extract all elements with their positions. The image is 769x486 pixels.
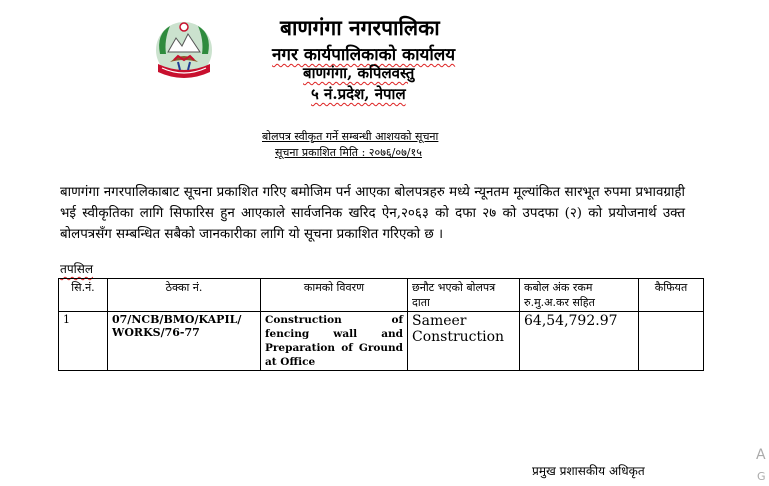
col-header-bidder: छनौट भएको बोलपत्र दाता: [408, 279, 520, 312]
cell-work-description: Construction of fencing wall and Preparation of Ground at Office: [261, 312, 408, 371]
table-header-row: [59, 279, 704, 312]
edge-text-line2: G: [757, 470, 766, 483]
cell-remarks: [639, 312, 704, 371]
col-header-remarks: कैफियत: [639, 279, 704, 312]
province-line: ५ नं.प्रदेश, नेपाल: [311, 85, 406, 103]
notice-title: बोलपत्र स्वीकृत गर्ने सम्बन्धी आशयको सूचना: [262, 130, 439, 143]
award-table: [58, 278, 704, 371]
table-caption: तपसिल: [60, 262, 94, 276]
signature-title: प्रमुख प्रशासकीय अधिकृत: [532, 464, 645, 478]
col-header-work: कामको विवरण: [261, 279, 408, 312]
edge-text-line1: A: [756, 447, 766, 463]
office-location: बाणगंगा, कपिलवस्तु: [303, 64, 415, 82]
cell-contract-no: 07/NCB/BMO/KAPIL/ WORKS/76-77: [108, 312, 261, 371]
office-title: नगर कार्यपालिकाको कार्यालय: [272, 45, 456, 65]
municipality-title: बाणगंगा नगरपालिका: [280, 15, 440, 40]
table-row: [59, 312, 704, 371]
col-header-amount: कबोल अंक रकम रु.मु.अ.कर सहित: [520, 279, 639, 312]
cell-sn: 1: [59, 312, 108, 371]
notice-body-text: बाणगंगा नगरपालिकाबाट सूचना प्रकाशित गरिए बमोजिम पर्न आएका बोलपत्रहरु मध्ये न्यूनतम मूल्यांकित सारभूत रुपमा प्रभावग्राही भई स्वीकृतिका लागि सिफारिस हुन आएकाले सार्वजनिक खरिद ऐन,२०६३ को दफा २७ को उपदफा (२) को प्रयोजनार्थ उक्त बोलपत्रसँग सम्बन्धित सबैको जानकारीका लागि यो सूचना प्रकाशित गरिएको छ ।: [60, 185, 685, 242]
cell-amount: 64,54,792.97: [520, 312, 639, 371]
cell-bidder: Sameer Construction: [408, 312, 520, 371]
notice-published-date: सूचना प्रकाशित मिति : २०७६/०७/१५: [275, 146, 422, 159]
col-header-sn: सि.नं.: [59, 279, 108, 312]
col-header-contract-no: ठेक्का नं.: [108, 279, 261, 312]
nepal-emblem-icon: [150, 20, 218, 86]
